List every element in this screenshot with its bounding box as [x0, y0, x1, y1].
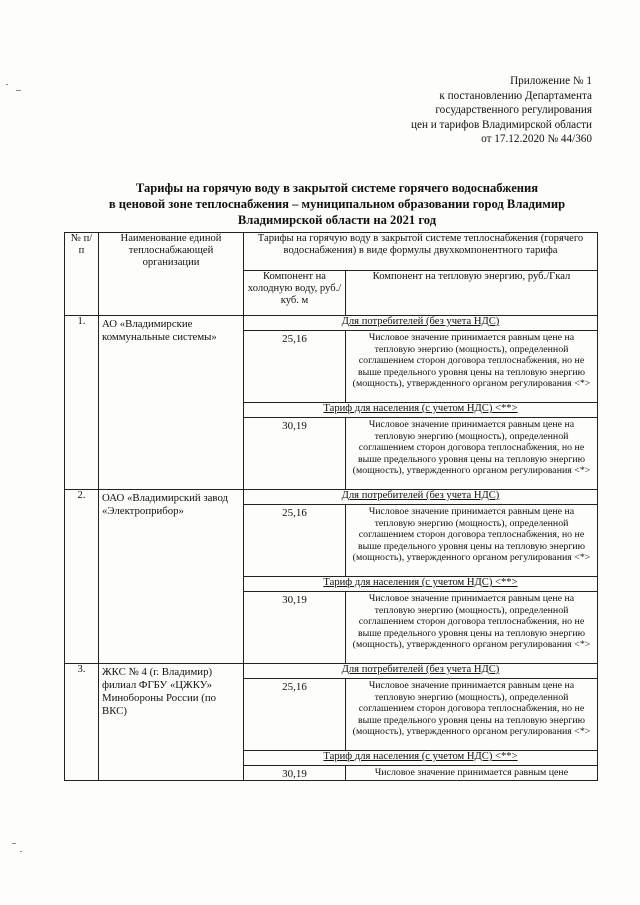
heat-energy-description: Числовое значение принимается равным цене на тепловую энергию (мощность), определенной соглашением сторон договора теплоснабжения, но не выше предельного уровня цены на тепловую энергию (мощность), утвержденного органом регулирования <*>	[346, 418, 598, 490]
cold-water-value: 30,19	[244, 592, 346, 664]
cold-water-value: 25,16	[244, 505, 346, 577]
document-title	[82, 180, 592, 228]
table-header-row	[65, 233, 598, 271]
population-category: Тариф для населения (с учетом НДС) <**>	[244, 751, 598, 766]
table-row	[65, 664, 598, 679]
scan-speck	[12, 843, 16, 844]
table-row	[65, 316, 598, 331]
heat-energy-description: Числовое значение принимается равным цене на тепловую энергию (мощность), определенной соглашением сторон договора теплоснабжения, но не выше предельного уровня цены на тепловую энергию (мощность), утвержденного органом регулирования <*>	[346, 331, 598, 403]
organization-name: АО «Владимирские коммунальные системы»	[99, 316, 244, 490]
organization-name: ОАО «Владимирский завод «Электроприбор»	[99, 490, 244, 664]
cold-water-value: 30,19	[244, 766, 346, 781]
row-number: 2.	[65, 490, 99, 664]
title-line: в ценовой зоне теплоснабжения – муниципальном образовании город Владимир	[108, 197, 566, 211]
appendix-header	[332, 74, 592, 147]
appendix-line: от 17.12.2020 № 44/360	[481, 133, 592, 146]
row-number: 3.	[65, 664, 99, 781]
header-organization: Наименование единой теплоснабжающей организации	[99, 233, 244, 316]
scan-speck	[6, 84, 8, 85]
title-line: Тарифы на горячую воду в закрытой системе горячего водоснабжения	[135, 181, 539, 195]
consumer-category: Для потребителей (без учета НДС)	[244, 664, 598, 679]
organization-name: ЖКС № 4 (г. Владимир) филиал ФГБУ «ЦЖКУ» Минобороны России (по ВКС)	[99, 664, 244, 781]
scan-speck	[20, 851, 22, 852]
population-category: Тариф для населения (с учетом НДС) <**>	[244, 403, 598, 418]
cold-water-value: 30,19	[244, 418, 346, 490]
heat-energy-description: Числовое значение принимается равным цене на тепловую энергию (мощность), определенной соглашением сторон договора теплоснабжения, но не выше предельного уровня цены на тепловую энергию (мощность), утвержденного органом регулирования <*>	[346, 679, 598, 751]
table-row	[65, 490, 598, 505]
appendix-line: к постановлению Департамента	[439, 89, 592, 102]
title-line: Владимирской области на 2021 год	[237, 213, 437, 227]
header-cold-water: Компонент на холодную воду, руб./куб. м	[244, 271, 346, 316]
consumer-category: Для потребителей (без учета НДС)	[244, 490, 598, 505]
header-tariffs: Тарифы на горячую воду в закрытой системе теплоснабжения (горячего водоснабжения) в виде формулы двухкомпонентного тарифа	[244, 233, 598, 271]
heat-energy-description: Числовое значение принимается равным цене	[346, 766, 598, 781]
population-category: Тариф для населения (с учетом НДС) <**>	[244, 577, 598, 592]
header-heat-energy: Компонент на тепловую энергию, руб./Гкал	[346, 271, 598, 316]
appendix-line: государственного регулирования	[435, 104, 592, 117]
appendix-line: Приложение № 1	[510, 75, 592, 87]
row-number: 1.	[65, 316, 99, 490]
header-number: № п/п	[65, 233, 99, 316]
scan-speck	[16, 90, 21, 91]
heat-energy-description: Числовое значение принимается равным цене на тепловую энергию (мощность), определенной соглашением сторон договора теплоснабжения, но не выше предельного уровня цены на тепловую энергию (мощность), утвержденного органом регулирования <*>	[346, 592, 598, 664]
heat-energy-description: Числовое значение принимается равным цене на тепловую энергию (мощность), определенной соглашением сторон договора теплоснабжения, но не выше предельного уровня цены на тепловую энергию (мощность), утвержденного органом регулирования <*>	[346, 505, 598, 577]
appendix-line: цен и тарифов Владимирской области	[411, 118, 592, 131]
cold-water-value: 25,16	[244, 679, 346, 751]
consumer-category: Для потребителей (без учета НДС)	[244, 316, 598, 331]
cold-water-value: 25,16	[244, 331, 346, 403]
tariff-table	[64, 232, 598, 781]
